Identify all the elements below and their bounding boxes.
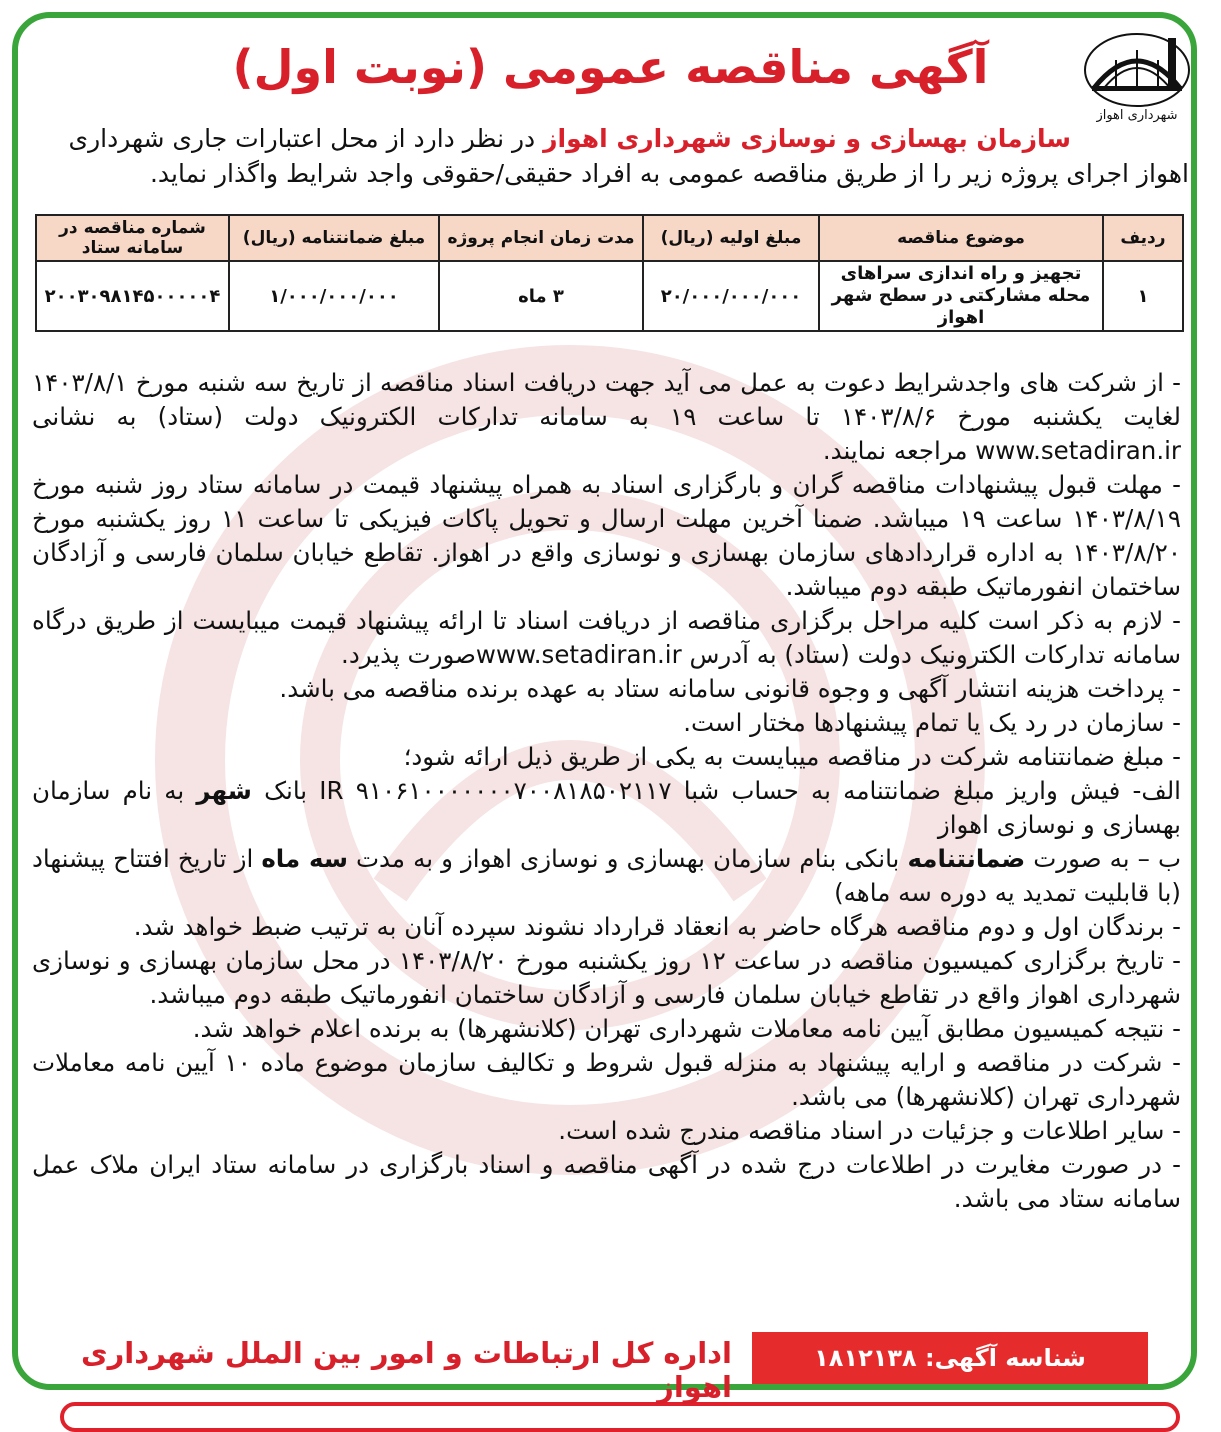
table-header-row (36, 215, 1183, 261)
paragraph-option-b (32, 842, 1181, 910)
next-ad-border (60, 1402, 1180, 1432)
col-header-setad-number: شماره مناقصه در سامانه ستاد (36, 215, 229, 261)
col-header-duration: مدت زمان انجام پروژه (439, 215, 643, 261)
paragraph: - تاریخ برگزاری کمیسیون مناقصه در ساعت ۱۲ روز یکشنبه مورخ ۱۴۰۳/۸/۲۰ در محل سازمان بهسازی و نوسازی شهرداری اهواز واقع در تقاطع خیابان سلمان فارسی و آزادگان ساختمان انفورماتیک طبقه دوم میباشد. (32, 946, 1181, 1009)
cell-duration: ۳ ماه (439, 261, 643, 331)
text-span: از تاریخ افتتاح پیشنهاد (با قابلیت تمدید یه دوره سه ماهه) (32, 844, 1181, 907)
paragraph: - لازم به ذکر است کلیه مراحل برگزاری مناقصه از دریافت اسناد تا ارائه پیشنهاد قیمت میبایست از طریق درگاه سامانه تدارکات الکترونیک دولت (ستاد) به آدرس www.setadiran.irصورت پذیرد. (32, 606, 1181, 669)
cell-setad-number: ۲۰۰۳۰۹۸۱۴۵۰۰۰۰۰۴ (36, 261, 229, 331)
cell-initial-amount: ۲۰/۰۰۰/۰۰۰/۰۰۰ (643, 261, 819, 331)
ad-id-badge: شناسه آگهی: ۱۸۱۲۱۳۸ (752, 1332, 1148, 1384)
intro-line-1 (32, 122, 1071, 155)
col-header-row-number: ردیف (1103, 215, 1183, 261)
paragraph: - از شرکت های واجدشرایط دعوت به عمل می آید جهت دریافت اسناد مناقصه از تاریخ سه شنبه مورخ ۱۴۰۳/۸/۱ لغایت یکشنبه مورخ ۱۴۰۳/۸/۶ تا ساعت ۱۹ به سامانه تدارکات الکترونیک دولت (ستاد) به نشانی www.setadiran.ir مراجعه نمایند. (32, 368, 1181, 465)
footer-department: اداره کل ارتباطات و امور بین الملل شهرداری اهواز (80, 1336, 732, 1404)
cell-subject: تجهیز و راه اندازی سراهای محله مشارکتی در سطح شهر اهواز (819, 261, 1103, 331)
paragraph-option-a (32, 774, 1181, 842)
text-span: به نام سازمان بهسازی و نوسازی اهواز (32, 776, 1181, 839)
paragraph: - مهلت قبول پیشنهادات مناقصه گران و بارگزاری اسناد به همراه پیشنهاد قیمت در سامانه ستاد روز شنبه مورخ ۱۴۰۳/۸/۱۹ ساعت ۱۹ میباشد. ضمنا آخرین مهلت ارسال و تحویل پاکات فیزیکی تا ساعت ۱۱ روز یکشنبه مورخ ۱۴۰۳/۸/۲۰ به اداره قراردادهای سازمان بهسازی و نوسازی واقع در اهواز. تقاطع خیابان سلمان فارسی و آزادگان ساختمان انفورماتیک طبقه دوم میباشد. (32, 470, 1181, 601)
col-header-guarantee: مبلغ ضمانتنامه (ریال) (229, 215, 439, 261)
paragraph: - نتیجه کمیسیون مطابق آیین نامه معاملات شهرداری تهران (کلانشهرها) به برنده اعلام خواهد شد. (192, 1014, 1181, 1043)
bridge-logo-icon (1082, 26, 1192, 108)
col-header-initial-amount: مبلغ اولیه (ریال) (643, 215, 819, 261)
text-span: بانکی بنام سازمان بهسازی و نوسازی اهواز و به مدت (347, 844, 908, 873)
paragraph: - در صورت مغایرت در اطلاعات درج شده در آگهی مناقصه و اسناد بارگزاری در سامانه ستاد ایران ملاک عمل سامانه ستاد می باشد. (32, 1150, 1181, 1213)
municipality-logo (1073, 26, 1201, 136)
conditions-text (32, 366, 1181, 1216)
intro-text: در نظر دارد از محل اعتبارات جاری شهرداری (68, 124, 544, 153)
logo-caption: شهرداری اهواز (1096, 108, 1178, 123)
intro-line-2: اهواز اجرای پروژه زیر را از طریق مناقصه عمومی به افراد حقیقی/حقوقی واجد شرایط واگذار نماید. (149, 159, 1189, 188)
paragraph: - سازمان در رد یک یا تمام پیشنهادها مختار است. (683, 708, 1181, 737)
paragraph: - مبلغ ضمانتنامه شرکت در مناقصه میبایست به یکی از طریق ذیل ارائه شود؛ (403, 742, 1181, 771)
text-span: ب – به صورت (1025, 844, 1182, 873)
page-title: آگهی مناقصه عمومی (نوبت اول) (232, 40, 989, 94)
paragraph: - سایر اطلاعات و جزئیات در اسناد مناقصه مندرج شده است. (558, 1116, 1181, 1145)
bank-name: شهر (196, 776, 252, 805)
tender-table (35, 214, 1184, 332)
text-span: الف- فیش واریز مبلغ ضمانتنامه به حساب شبا IR ۹۱۰۶۱۰۰۰۰۰۰۰۷۰۰۸۱۸۵۰۲۱۱۷ بانک (251, 776, 1181, 805)
table-row (36, 261, 1183, 331)
emphasis-duration: سه ماه (261, 844, 348, 873)
cell-row-number: ۱ (1103, 261, 1183, 331)
organization-name: سازمان بهسازی و نوسازی شهرداری اهواز (543, 124, 1071, 153)
paragraph: - پرداخت هزینه انتشار آگهی و وجوه قانونی سامانه ستاد به عهده برنده مناقصه می باشد. (279, 674, 1181, 703)
emphasis-guarantee: ضمانتنامه (907, 844, 1026, 873)
col-header-subject: موضوع مناقصه (819, 215, 1103, 261)
cell-guarantee: ۱/۰۰۰/۰۰۰/۰۰۰ (229, 261, 439, 331)
paragraph: - شرکت در مناقصه و ارایه پیشنهاد به منزله قبول شروط و تکالیف سازمان موضوع ماده ۱۰ آیین نامه معاملات شهرداری تهران (کلانشهرها) می باشد. (32, 1048, 1181, 1111)
paragraph: - برندگان اول و دوم مناقصه هرگاه حاضر به انعقاد قرارداد نشوند سپرده آنان به ترتیب ضبط خواهد شد. (133, 912, 1181, 941)
